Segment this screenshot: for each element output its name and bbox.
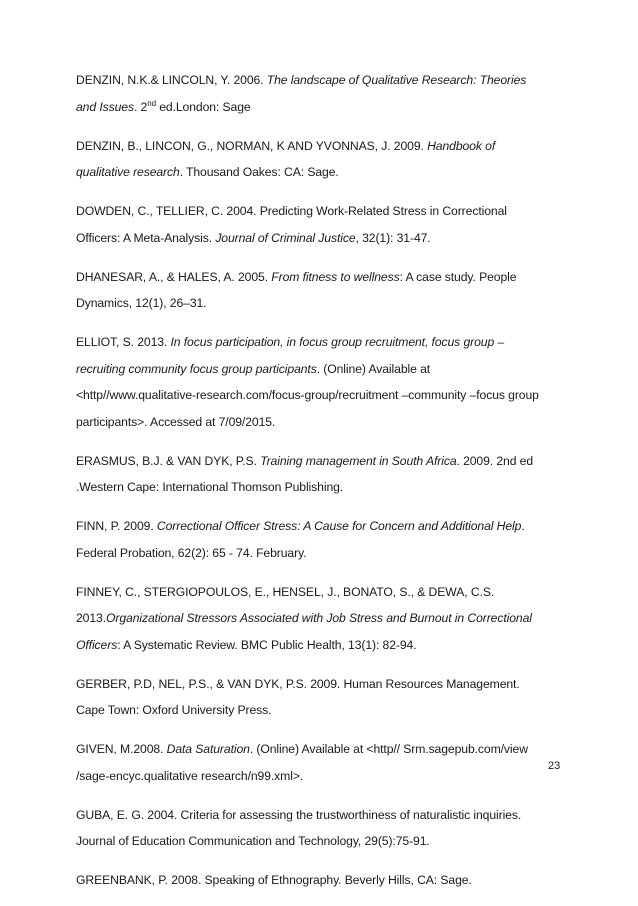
reference-text: ed.London: Sage [155,99,251,114]
reference-entry [76,67,576,120]
reference-text: . 2009. 2nd ed [456,453,534,468]
reference-line [76,697,576,724]
reference-line [76,802,576,829]
superscript-text: nd [147,98,156,108]
reference-text: DHANESAR, A., & HALES, A. 2005. [76,269,272,284]
reference-line [76,159,576,186]
reference-text: Officers: A Meta-Analysis. [76,230,216,245]
reference-line [76,67,576,94]
reference-text: DENZIN, B., LINCON, G., NORMAN, K AND YVONNAS, J. 2009. [76,138,428,153]
italic-text: Training management in South Africa [260,453,457,468]
reference-text: GUBA, E. G. 2004. Criteria for assessing the trustworthiness of naturalistic inquiries. [76,807,522,822]
reference-line [76,133,576,160]
reference-text: GREENBANK, P. 2008. Speaking of Ethnography. Beverly Hills, CA: Sage. [76,873,472,887]
reference-text: Cape Town: Oxford University Press. [76,703,272,717]
reference-line [76,356,576,383]
reference-line [76,867,576,894]
reference-entry [76,133,576,186]
reference-line [76,329,576,356]
reference-text: . (Online) Available at [316,361,431,376]
reference-list [76,67,576,906]
reference-text: DOWDEN, C., TELLIER, C. 2004. Predicting Work-Related Stress in Correctional [76,204,507,218]
reference-entry [76,264,576,317]
reference-line [76,513,576,540]
reference-text: . 2 [133,99,148,114]
reference-entry [76,198,576,251]
italic-text: In focus participation, in focus group recruitment, focus group – [170,335,505,349]
reference-entry [76,448,576,501]
reference-line [76,225,576,252]
reference-line [76,264,576,291]
reference-line [76,448,576,475]
reference-text: DENZIN, N.K.& LINCOLN, Y. 2006. [76,73,267,87]
italic-text: Organizational Stressors Associated with Job Stress and Burnout in Correctional [106,611,532,625]
reference-line [76,540,576,567]
reference-text: , 32(1): 31-47. [355,230,431,245]
italic-text: Journal of Criminal Justice [215,230,356,245]
reference-text: Journal of Education Communication and Technology, 29(5):75-91. [76,834,430,848]
italic-text: Data Saturation [166,742,250,756]
reference-text: .Western Cape: International Thomson Publishing. [76,480,344,494]
italic-text: Correctional Officer Stress: A Cause for Concern and Additional Help [156,519,522,533]
reference-line [76,828,576,855]
reference-line [76,382,576,409]
reference-line [76,94,576,121]
italic-text: The landscape of Qualitative Research: Theories [266,73,527,87]
italic-text: qualitative research [76,165,180,179]
reference-line [76,409,576,436]
reference-text: GERBER, P.D, NEL, P.S., & VAN DYK, P.S. 2009. Human Resources Management. [76,676,520,691]
reference-text: : A case study. People [399,269,517,284]
reference-text: Dynamics, 12(1), 26–31. [76,296,207,310]
reference-text: ELLIOT, S. 2013. [76,335,171,349]
reference-line [76,763,576,790]
reference-text: GIVEN, M.2008. [76,742,167,756]
reference-text: ERASMUS, B.J. & VAN DYK, P.S. [76,453,261,468]
reference-entry [76,513,576,566]
reference-line [76,579,576,606]
reference-text: participants>. Accessed at 7/09/2015. [76,414,276,429]
reference-text: FINNEY, C., STERGIOPOULOS, E., HENSEL, J., BONATO, S., & DEWA, C.S. [76,584,495,599]
reference-entry [76,671,576,724]
reference-text: : A Systematic Review. BMC Public Health, 13(1): 82-94. [117,637,417,652]
page-number: 23 [548,760,561,772]
italic-text: From fitness to wellness [271,269,400,284]
reference-line [76,671,576,698]
reference-line [76,474,576,501]
reference-text: <http//www.qualitative-research.com/focus-group/recruitment –community –focus group [76,388,539,402]
reference-line [76,290,576,317]
reference-line [76,736,576,763]
reference-entry [76,736,576,789]
reference-text: . (Online) Available at <http// Srm.sagepub.com/view [249,742,528,756]
reference-text: . Thousand Oakes: CA: Sage. [179,165,339,179]
reference-line [76,605,576,632]
reference-entry [76,802,576,855]
italic-text: recruiting community focus group participants [76,361,317,376]
reference-entry [76,329,576,435]
italic-text: Officers [76,637,118,652]
reference-entry [76,867,576,894]
reference-text: . [521,519,525,533]
reference-text: 2013. [76,611,106,625]
reference-text: FINN, P. 2009. [76,519,157,533]
reference-entry [76,579,576,659]
reference-line [76,198,576,225]
reference-text: Federal Probation, 62(2): 65 - 74. February. [76,545,307,560]
reference-line [76,632,576,659]
italic-text: and Issues [76,99,134,114]
reference-text: /sage-encyc.qualitative research/n99.xml>. [76,768,304,783]
italic-text: Handbook of [427,138,496,153]
